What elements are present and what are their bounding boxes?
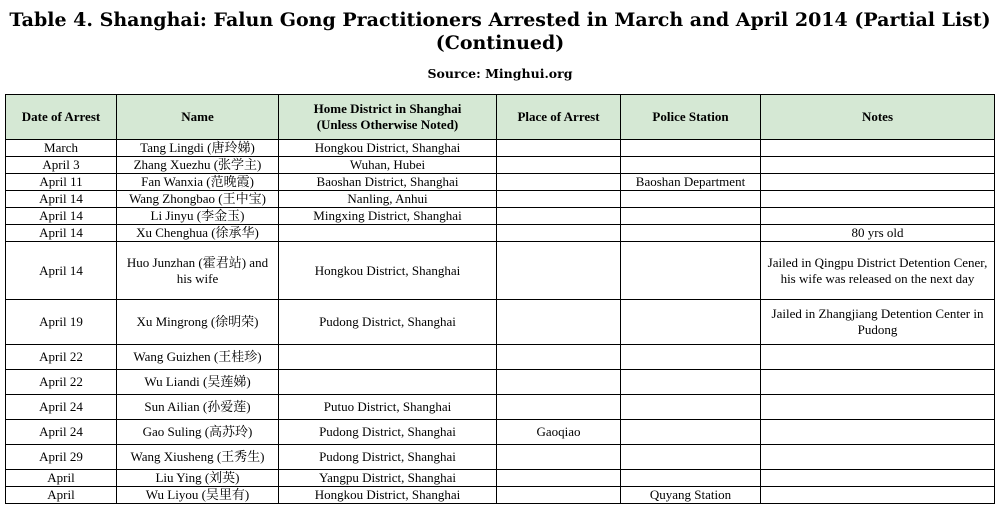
cell-district: Hongkou District, Shanghai [279, 140, 497, 157]
cell-name: Sun Ailian (孙爱莲) [117, 395, 279, 420]
cell-place [497, 300, 621, 345]
cell-name: Xu Chenghua (徐承华) [117, 225, 279, 242]
cell-district: Mingxing District, Shanghai [279, 208, 497, 225]
cell-notes: 80 yrs old [761, 225, 995, 242]
header-notes: Notes [761, 95, 995, 140]
cell-police [621, 370, 761, 395]
table-row [6, 208, 995, 225]
cell-district: Putuo District, Shanghai [279, 395, 497, 420]
header-name: Name [117, 95, 279, 140]
cell-date: April 14 [6, 242, 117, 300]
cell-place [497, 487, 621, 504]
cell-date: April 22 [6, 370, 117, 395]
cell-district: Pudong District, Shanghai [279, 420, 497, 445]
cell-place [497, 191, 621, 208]
table-row [6, 370, 995, 395]
table-title-line2: (Continued) [435, 32, 565, 54]
cell-notes [761, 487, 995, 504]
cell-date: April 14 [6, 225, 117, 242]
cell-place [497, 370, 621, 395]
table-title-line1: Table 4. Shanghai: Falun Gong Practitioners Arrested in March and April 2014 (Partial List) [9, 9, 991, 31]
cell-date: April 3 [6, 157, 117, 174]
cell-notes [761, 140, 995, 157]
cell-date: March [6, 140, 117, 157]
cell-notes [761, 370, 995, 395]
header-district [279, 95, 497, 140]
table-row [6, 445, 995, 470]
cell-place [497, 345, 621, 370]
table-row [6, 225, 995, 242]
cell-name: Wu Liyou (吴里有) [117, 487, 279, 504]
cell-place [497, 395, 621, 420]
cell-police: Quyang Station [621, 487, 761, 504]
cell-police [621, 242, 761, 300]
cell-district: Pudong District, Shanghai [279, 300, 497, 345]
cell-notes [761, 208, 995, 225]
cell-notes [761, 470, 995, 487]
cell-name: Gao Suling (高苏玲) [117, 420, 279, 445]
cell-name: Wang Guizhen (王桂珍) [117, 345, 279, 370]
header-place: Place of Arrest [497, 95, 621, 140]
arrest-table [5, 94, 995, 504]
header-date: Date of Arrest [6, 95, 117, 140]
table-header-row [6, 95, 995, 140]
table-row [6, 300, 995, 345]
cell-name: Wang Zhongbao (王中宝) [117, 191, 279, 208]
cell-police [621, 140, 761, 157]
cell-name: Huo Junzhan (霍君站) and his wife [117, 242, 279, 300]
table-row [6, 470, 995, 487]
cell-police [621, 191, 761, 208]
cell-notes [761, 191, 995, 208]
table-row [6, 487, 995, 504]
cell-police [621, 345, 761, 370]
source-caption: Source: Minghui.org [427, 66, 573, 81]
cell-name: Tang Lingdi (唐玲娣) [117, 140, 279, 157]
header-police: Police Station [621, 95, 761, 140]
cell-police [621, 395, 761, 420]
table-row [6, 395, 995, 420]
cell-district: Nanling, Anhui [279, 191, 497, 208]
cell-notes [761, 420, 995, 445]
cell-date: April 19 [6, 300, 117, 345]
cell-district [279, 370, 497, 395]
cell-place [497, 242, 621, 300]
cell-district: Hongkou District, Shanghai [279, 487, 497, 504]
cell-name: Li Jinyu (李金玉) [117, 208, 279, 225]
cell-place [497, 445, 621, 470]
table-row [6, 242, 995, 300]
table-row [6, 157, 995, 174]
table-row [6, 174, 995, 191]
cell-district: Hongkou District, Shanghai [279, 242, 497, 300]
table-row [6, 140, 995, 157]
cell-notes: Jailed in Qingpu District Detention Cener, his wife was released on the next day [761, 242, 995, 300]
table-title [0, 0, 1000, 55]
cell-notes: Jailed in Zhangjiang Detention Center in Pudong [761, 300, 995, 345]
cell-date: April [6, 470, 117, 487]
cell-notes [761, 445, 995, 470]
cell-date: April [6, 487, 117, 504]
cell-place [497, 225, 621, 242]
cell-place [497, 157, 621, 174]
cell-district [279, 345, 497, 370]
cell-notes [761, 157, 995, 174]
cell-notes [761, 395, 995, 420]
cell-district: Wuhan, Hubei [279, 157, 497, 174]
cell-police: Baoshan Department [621, 174, 761, 191]
header-district-line2: (Unless Otherwise Noted) [316, 117, 459, 132]
cell-place [497, 470, 621, 487]
cell-name: Liu Ying (刘英) [117, 470, 279, 487]
cell-name: Zhang Xuezhu (张学主) [117, 157, 279, 174]
cell-date: April 14 [6, 191, 117, 208]
cell-police [621, 300, 761, 345]
cell-district: Pudong District, Shanghai [279, 445, 497, 470]
cell-date: April 29 [6, 445, 117, 470]
cell-notes [761, 174, 995, 191]
table-body [6, 140, 995, 504]
cell-place [497, 208, 621, 225]
cell-police [621, 208, 761, 225]
table-row [6, 420, 995, 445]
cell-date: April 11 [6, 174, 117, 191]
cell-place [497, 174, 621, 191]
cell-police [621, 420, 761, 445]
cell-notes [761, 345, 995, 370]
header-district-line1: Home District in Shanghai [313, 101, 462, 116]
cell-name: Fan Wanxia (范晚霞) [117, 174, 279, 191]
cell-name: Wu Liandi (吴莲娣) [117, 370, 279, 395]
table-row [6, 191, 995, 208]
cell-date: April 24 [6, 420, 117, 445]
cell-date: April 14 [6, 208, 117, 225]
cell-date: April 24 [6, 395, 117, 420]
cell-police [621, 445, 761, 470]
cell-place: Gaoqiao [497, 420, 621, 445]
cell-district: Baoshan District, Shanghai [279, 174, 497, 191]
cell-name: Xu Mingrong (徐明荣) [117, 300, 279, 345]
table-row [6, 345, 995, 370]
cell-date: April 22 [6, 345, 117, 370]
cell-name: Wang Xiusheng (王秀生) [117, 445, 279, 470]
cell-place [497, 140, 621, 157]
cell-district: Yangpu District, Shanghai [279, 470, 497, 487]
cell-police [621, 470, 761, 487]
cell-police [621, 225, 761, 242]
cell-police [621, 157, 761, 174]
cell-district [279, 225, 497, 242]
